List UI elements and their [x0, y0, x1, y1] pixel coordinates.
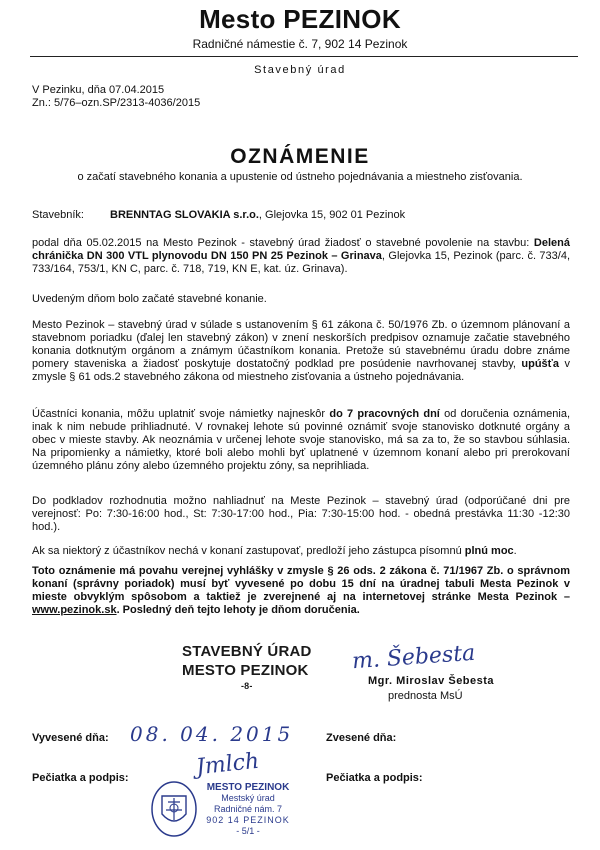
city-stamp-line-5: - 5/1 - [236, 826, 260, 836]
paragraph-public-notice [32, 565, 570, 617]
legal-basis-end: v zmysle § 61 ods.2 stavebného zákona od miestneho zisťovania a ústneho pojednávania. [32, 358, 571, 383]
header-divider [30, 56, 578, 57]
office-hours-text: Do podkladov rozhodnutia možno nahliadnuť na Meste Pezinok – stavebný úrad (odporúčané dni pre verejnosť: Po: 7:30-16:00 hod., St: 7:30-17:00 hod., Pia: 7:30-15:00 hod. - obedná prestávka 11:30 -12:30 hod.). [32, 495, 570, 533]
posting-initials: Jmlch [194, 748, 261, 781]
coat-of-arms-icon [150, 780, 198, 838]
objections-rest: od doručenia oznámenia, inak k nim nebude prihliadnuté. V rovnakej lehote sú povinné oznámiť svoje stanovisko dotknuté orgány a obec v mieste stavby. Ak neoznámia v určenej lehote svoje stanovisko, má sa za to, že so stavbou súhlasia. Na pripomienky a námietky, ktoré boli alebo mohli byť uplatnené v územnom konaní alebo pri prerokovaní územného plánu zóny alebo územného projektu zóny, sa neprihliada. [32, 408, 571, 472]
stamp-signature-label-right: Pečiatka a podpis: [326, 772, 423, 784]
posted-date-handwritten: 08. 04. 2015 [130, 722, 294, 746]
city-stamp-line-2: Mestský úrad [221, 793, 275, 803]
objections-text: Účastníci konania, môžu uplatniť svoje námietky najneskôr [32, 408, 330, 420]
representation-text: Ak sa niektorý z účastníkov nechá v konaní zastupovať, predloží jeho zástupca písomnú [32, 545, 465, 557]
building-office-stamp [182, 642, 312, 692]
website-link[interactable]: www.pezinok.sk [32, 604, 117, 616]
representation-end: . [513, 545, 517, 557]
city-stamp [150, 780, 300, 840]
city-stamp-line-3: Radničné nám. 7 [213, 804, 283, 814]
builder-label: Stavebník: [32, 209, 84, 221]
city-title: Mesto PEZINOK [199, 4, 401, 34]
builder-line [32, 209, 405, 221]
mayor-signature: m. Šebesta [351, 640, 477, 675]
city-address: Radničné námestie č. 7, 902 14 Pezinok [192, 37, 408, 51]
application-intro: podal dňa 05.02.2015 na Mesto Pezinok - stavebný úrad žiadosť o stavebné povolenie na stavbu: [32, 237, 530, 249]
waiver-word: upúšťa [521, 358, 560, 370]
signer-name: Mgr. Miroslav Šebesta [368, 675, 495, 687]
stamp-line-2: MESTO PEZINOK [182, 662, 309, 679]
signer-role: prednosta MsÚ [388, 690, 463, 702]
posted-label: Vyvesené dňa: [32, 732, 109, 744]
stamp-line-1: STAVEBNÝ ÚRAD [182, 643, 312, 660]
removed-label: Zvesené dňa: [326, 732, 397, 744]
builder-name: BRENNTAG SLOVAKIA s.r.o. [110, 209, 259, 221]
public-notice-end: . Posledný deň tejto lehoty je dňom doručenia. [116, 604, 360, 616]
city-stamp-line-4: 902 14 PEZINOK [206, 815, 290, 825]
document-meta [32, 84, 200, 110]
paragraph-office-hours [32, 495, 570, 534]
power-of-attorney: plnú moc [464, 545, 514, 557]
project-location: , Glejovka 15, Pezinok (parc. č. 733/4, 733/164, 753/1, KN C, parc. č. 718, 719, KN E, kat. úz. Grinava). [32, 250, 571, 275]
project-name: Delená chránička DN 300 VTL plynovodu DN 150 PN 25 Pezinok – Grinava [32, 237, 570, 262]
city-stamp-line-1: MESTO PEZINOK [206, 782, 290, 793]
stamp-number: -8- [240, 681, 253, 691]
deadline-days: do 7 pracovných dní [329, 408, 440, 420]
paragraph-application [32, 237, 570, 276]
started-text: Uvedeným dňom bolo začaté stavebné konanie. [32, 293, 267, 305]
document-heading: OZNÁMENIE [230, 145, 370, 168]
paragraph-representation [32, 545, 570, 558]
document-subtitle: o začatí stavebného konania a upustenie od ústneho pojednávania a miestneho zisťovania. [77, 171, 523, 183]
reference-number: Zn.: 5/76–ozn.SP/2313-4036/2015 [32, 97, 201, 109]
paragraph-objections [32, 408, 570, 473]
paragraph-started [32, 293, 570, 306]
legal-basis-text: Mesto Pezinok – stavebný úrad v súlade s ustanovením § 61 zákona č. 50/1976 Zb. o územnom plánovaní a stavebnom poriadku (ďalej len stavebný zákon) v znení neskorších predpisov oznamuje začatie stavebného konania dotknutým orgánom a známym účastníkom konania. Pretože sú stavebnému úradu dobre známe pomery staveniska a žiadosť poskytuje dostatočný podklad pre posúdenie navrhovanej stavby, [32, 319, 570, 370]
office-name: Stavebný úrad [254, 64, 346, 76]
builder-address: , Glejovka 15, 902 01 Pezinok [258, 209, 406, 221]
date-line: V Pezinku, dňa 07.04.2015 [32, 84, 165, 96]
public-notice-text: Toto oznámenie má povahu verejnej vyhlášky v zmysle § 26 ods. 2 zákona č. 71/1967 Zb. o správnom konaní (správny poriadok) musí byť vyvesené po dobu 15 dní na úradnej tabuli Mesta Pezinok v mieste obvyklým spôsobom a taktiež je zverejnené aj na internetovej stránke Mesta Pezinok – [32, 565, 570, 603]
paragraph-legal-basis [32, 319, 570, 384]
stamp-signature-label-left: Pečiatka a podpis: [32, 772, 129, 784]
